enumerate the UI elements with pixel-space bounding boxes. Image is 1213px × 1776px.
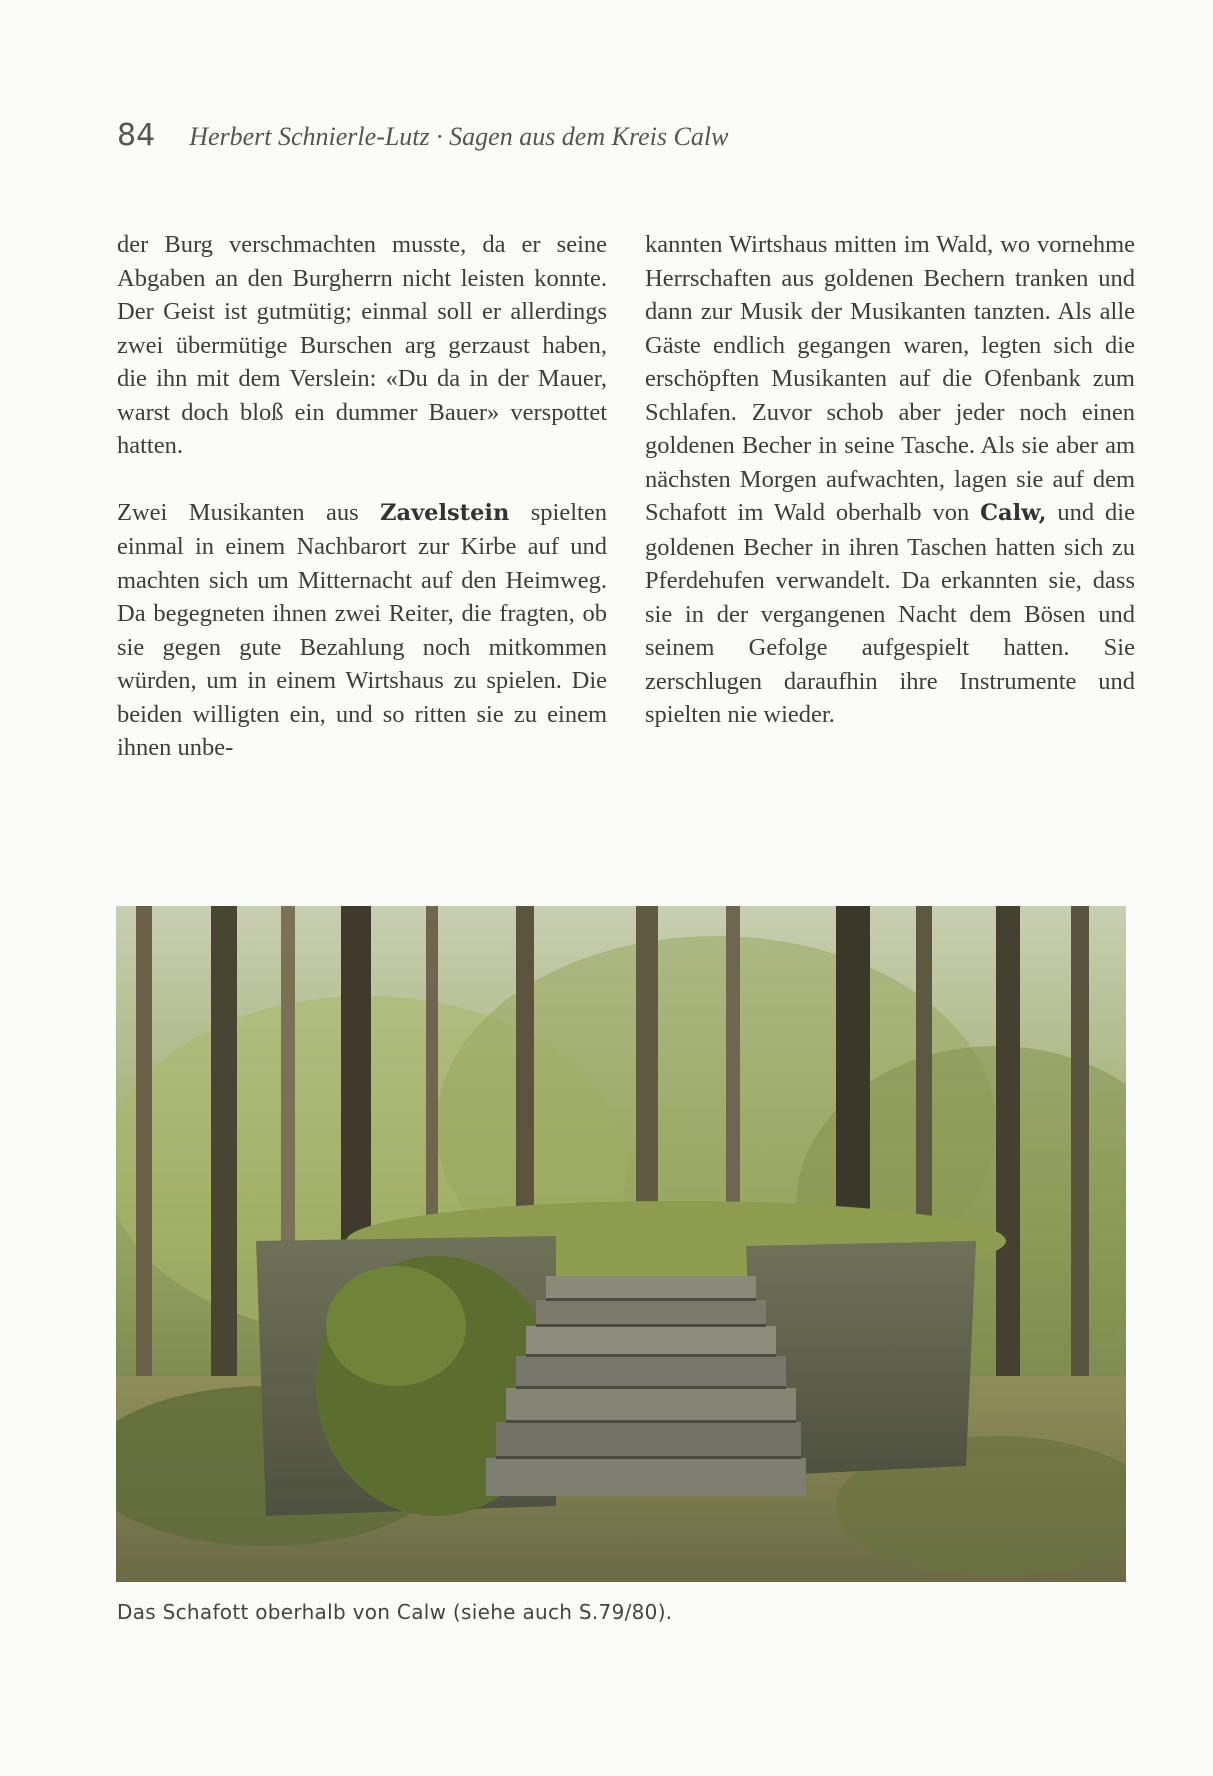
text-run: spielten einmal in einem Nachbarort zur Kirbe auf und machten sich um Mitternacht auf den Heimweg. Da begegneten ihnen zwei Reiter, die fragten, ob sie gegen gute Bezahlung noch mitkommen würden, um in einem Wirtshaus zu spielen. Die beiden willigten ein, und so ritten sie zu einem ihnen unbe- bbox=[117, 498, 607, 761]
page-header bbox=[117, 118, 728, 153]
paragraph bbox=[645, 228, 1135, 732]
place-name: Calw, bbox=[980, 500, 1047, 526]
text-run: und die goldenen Becher in ihren Taschen hatten sich zu Pferdehufen verwandelt. Da erkannten sie, dass sie in der vergangenen Nacht dem Bösen und seinem Gefolge aufgespielt hatten. Sie zerschlugen daraufhin ihre Instrumente und spielten nie wieder. bbox=[645, 499, 1135, 728]
forest-scaffold-photo bbox=[116, 906, 1126, 1582]
figure-caption: Das Schafott oberhalb von Calw (siehe auch S.79/80). bbox=[117, 1600, 673, 1624]
paragraph bbox=[117, 496, 607, 765]
text-run: Zwei Musikanten aus bbox=[117, 498, 381, 526]
text-run: kannten Wirtshaus mitten im Wald, wo vornehme Herrschaften aus goldenen Bechern tranken und dann zur Musik der Musikanten tanzten. Als alle Gäste endlich gegangen waren, legten sich die erschöpften Musikanten auf die Ofenbank zum Schlafen. Zuvor schob aber jeder noch einen goldenen Becher in seine Tasche. Als sie aber am nächsten Morgen aufwachten, lagen sie auf dem Schafott im Wald oberhalb von bbox=[645, 231, 1135, 526]
text-column-left bbox=[117, 228, 607, 765]
photo-illustration bbox=[116, 906, 1126, 1582]
page-number: 84 bbox=[117, 118, 156, 153]
running-title: Herbert Schnierle-Lutz · Sagen aus dem Kreis Calw bbox=[189, 122, 729, 151]
place-name: Zavelstein bbox=[380, 499, 510, 526]
text-column-right bbox=[645, 228, 1135, 732]
paragraph: der Burg verschmachten musste, da er seine Abgaben an den Burgherrn nicht leisten konnte. Der Geist ist gutmütig; einmal soll er allerdings zwei übermütige Burschen arg gerzaust haben, die ihn mit dem Verslein: «Du da in der Mauer, warst doch bloß ein dummer Bauer» verspottet hatten. bbox=[117, 231, 607, 459]
